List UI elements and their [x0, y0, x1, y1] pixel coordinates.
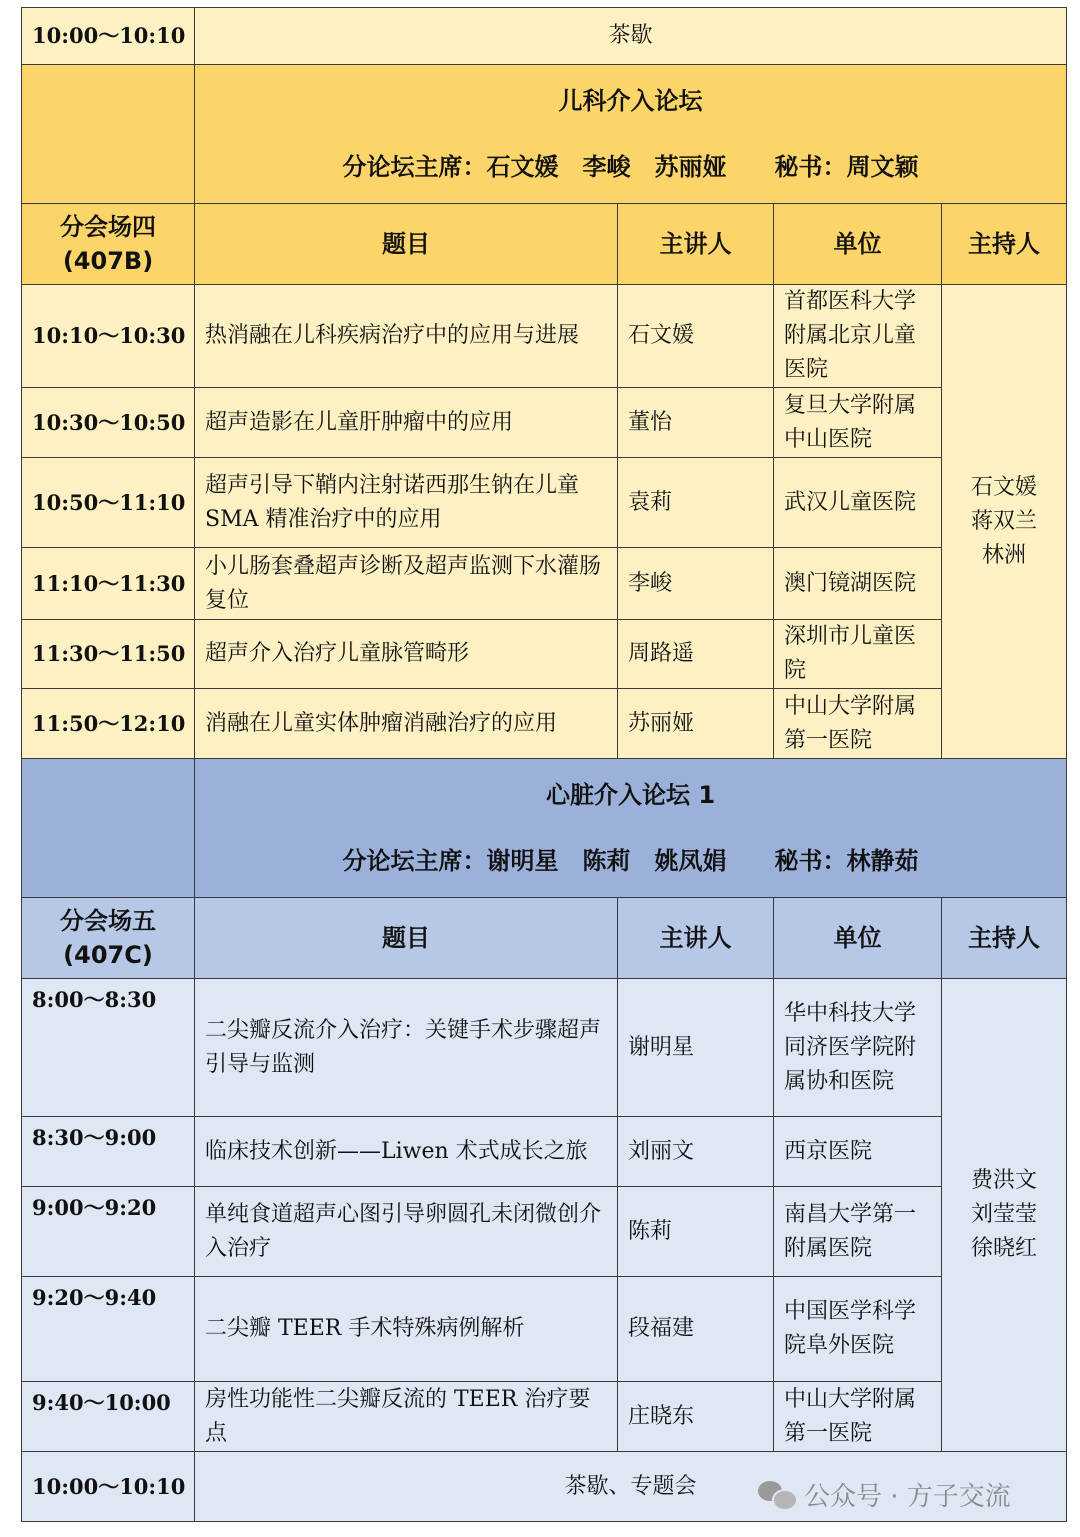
time-cell: 8:30～9:00: [22, 1117, 195, 1187]
header-speaker: 主讲人: [618, 898, 774, 979]
unit-cell: 武汉儿童医院: [774, 458, 942, 548]
header-unit: 单位: [774, 898, 942, 979]
host-cell: [942, 285, 1067, 759]
speaker-cell: 李峻: [618, 548, 774, 620]
unit-cell: 深圳市儿童医院: [774, 620, 942, 689]
table-row: [22, 1277, 1067, 1382]
time-cell: 11:10～11:30: [22, 548, 195, 620]
time-cell: 8:00～8:30: [22, 979, 195, 1117]
venue-room: (407C): [63, 941, 153, 969]
table-row: [22, 548, 1067, 620]
host-name: 林洲: [982, 542, 1027, 568]
time-cell: 10:10～10:30: [22, 285, 195, 388]
speaker-cell: 谢明星: [618, 979, 774, 1117]
table-row: [22, 1382, 1067, 1452]
forum-info: [195, 65, 1067, 204]
host-name: 徐晓红: [971, 1236, 1038, 1261]
speaker-cell: 庄晓东: [618, 1382, 774, 1452]
table-row: [22, 689, 1067, 759]
topic-cell: 二尖瓣反流介入治疗：关键手术步骤超声引导与监测: [195, 979, 618, 1117]
table-row: [22, 285, 1067, 388]
time-cell: 10:00～10:10: [22, 1452, 195, 1522]
topic-cell: 临床技术创新——Liwen 术式成长之旅: [195, 1117, 618, 1187]
break-label: 茶歇: [195, 8, 1067, 65]
unit-cell: 中山大学附属第一医院: [774, 689, 942, 759]
column-header-row: [22, 204, 1067, 285]
time-cell: 10:30～10:50: [22, 388, 195, 458]
time-cell: 10:50～11:10: [22, 458, 195, 548]
speaker-cell: 董怡: [618, 388, 774, 458]
topic-cell: 房性功能性二尖瓣反流的 TEER 治疗要点: [195, 1382, 618, 1452]
unit-cell: 华中科技大学同济医学院附属协和医院: [774, 979, 942, 1117]
unit-cell: 中山大学附属第一医院: [774, 1382, 942, 1452]
tea-break-row: [22, 8, 1067, 65]
header-topic: 题目: [195, 204, 618, 285]
table-row: [22, 620, 1067, 689]
schedule-table: [21, 7, 1067, 1522]
host-cell: [942, 979, 1067, 1452]
host-name: 蒋双兰: [971, 508, 1038, 534]
host-name: 石文媛: [971, 474, 1038, 500]
speaker-cell: 苏丽娅: [618, 689, 774, 759]
break-label: 茶歇、专题会: [195, 1452, 1067, 1522]
table-row: [22, 458, 1067, 548]
topic-cell: 超声造影在儿童肝肿瘤中的应用: [195, 388, 618, 458]
topic-cell: 热消融在儿科疾病治疗中的应用与进展: [195, 285, 618, 388]
table-row: [22, 388, 1067, 458]
unit-cell: 南昌大学第一附属医院: [774, 1187, 942, 1277]
forum-title: 心脏介入论坛 1: [545, 781, 716, 809]
host-name: 费洪文: [971, 1168, 1038, 1193]
header-unit: 单位: [774, 204, 942, 285]
table-row: [22, 1117, 1067, 1187]
watermark-text: 公众号 · 方子交流: [804, 1481, 1011, 1512]
schedule: [21, 7, 1066, 1522]
time-cell: 11:50～12:10: [22, 689, 195, 759]
topic-cell: 超声介入治疗儿童脉管畸形: [195, 620, 618, 689]
topic-cell: 二尖瓣 TEER 手术特殊病例解析: [195, 1277, 618, 1382]
forum-header-row: [22, 759, 1067, 898]
forum-title: 儿科介入论坛: [558, 87, 703, 115]
forum-chairs: 分论坛主席：谢明星 陈莉 姚凤娟 秘书：林静茹: [342, 847, 919, 875]
unit-cell: 澳门镜湖医院: [774, 548, 942, 620]
venue-cell: [22, 204, 195, 285]
forum-chairs: 分论坛主席：石文媛 李峻 苏丽娅 秘书：周文颖: [342, 153, 919, 181]
header-speaker: 主讲人: [618, 204, 774, 285]
topic-cell: 单纯食道超声心图引导卵圆孔未闭微创介入治疗: [195, 1187, 618, 1277]
venue-room: (407B): [62, 247, 154, 275]
time-cell: 9:00～9:20: [22, 1187, 195, 1277]
table-row: [22, 979, 1067, 1117]
speaker-cell: 袁莉: [618, 458, 774, 548]
forum-info: [195, 759, 1067, 898]
speaker-cell: 石文媛: [618, 285, 774, 388]
unit-cell: 中国医学科学院阜外医院: [774, 1277, 942, 1382]
time-cell: 9:40～10:00: [22, 1382, 195, 1452]
time-cell: 11:30～11:50: [22, 620, 195, 689]
time-cell: 10:00～10:10: [22, 8, 195, 65]
topic-cell: 消融在儿童实体肿瘤消融治疗的应用: [195, 689, 618, 759]
speaker-cell: 段福建: [618, 1277, 774, 1382]
unit-cell: 复旦大学附属中山医院: [774, 388, 942, 458]
topic-cell: 小儿肠套叠超声诊断及超声监测下水灌肠复位: [195, 548, 618, 620]
time-cell: 9:20～9:40: [22, 1277, 195, 1382]
venue-cell: [22, 898, 195, 979]
venue-name: 分会场五: [60, 907, 156, 935]
wechat-icon: [758, 1479, 796, 1509]
topic-cell: 超声引导下鞘内注射诺西那生钠在儿童 SMA 精准治疗中的应用: [195, 458, 618, 548]
header-topic: 题目: [195, 898, 618, 979]
speaker-cell: 刘丽文: [618, 1117, 774, 1187]
forum-header-row: [22, 65, 1067, 204]
venue-name: 分会场四: [60, 213, 156, 241]
table-row: [22, 1187, 1067, 1277]
column-header-row: [22, 898, 1067, 979]
empty-cell: [22, 759, 195, 898]
speaker-cell: 陈莉: [618, 1187, 774, 1277]
unit-cell: 首都医科大学附属北京儿童医院: [774, 285, 942, 388]
empty-cell: [22, 65, 195, 204]
host-name: 刘莹莹: [971, 1202, 1038, 1227]
watermark: [758, 1474, 1011, 1514]
header-host: 主持人: [942, 204, 1067, 285]
speaker-cell: 周路遥: [618, 620, 774, 689]
unit-cell: 西京医院: [774, 1117, 942, 1187]
header-host: 主持人: [942, 898, 1067, 979]
